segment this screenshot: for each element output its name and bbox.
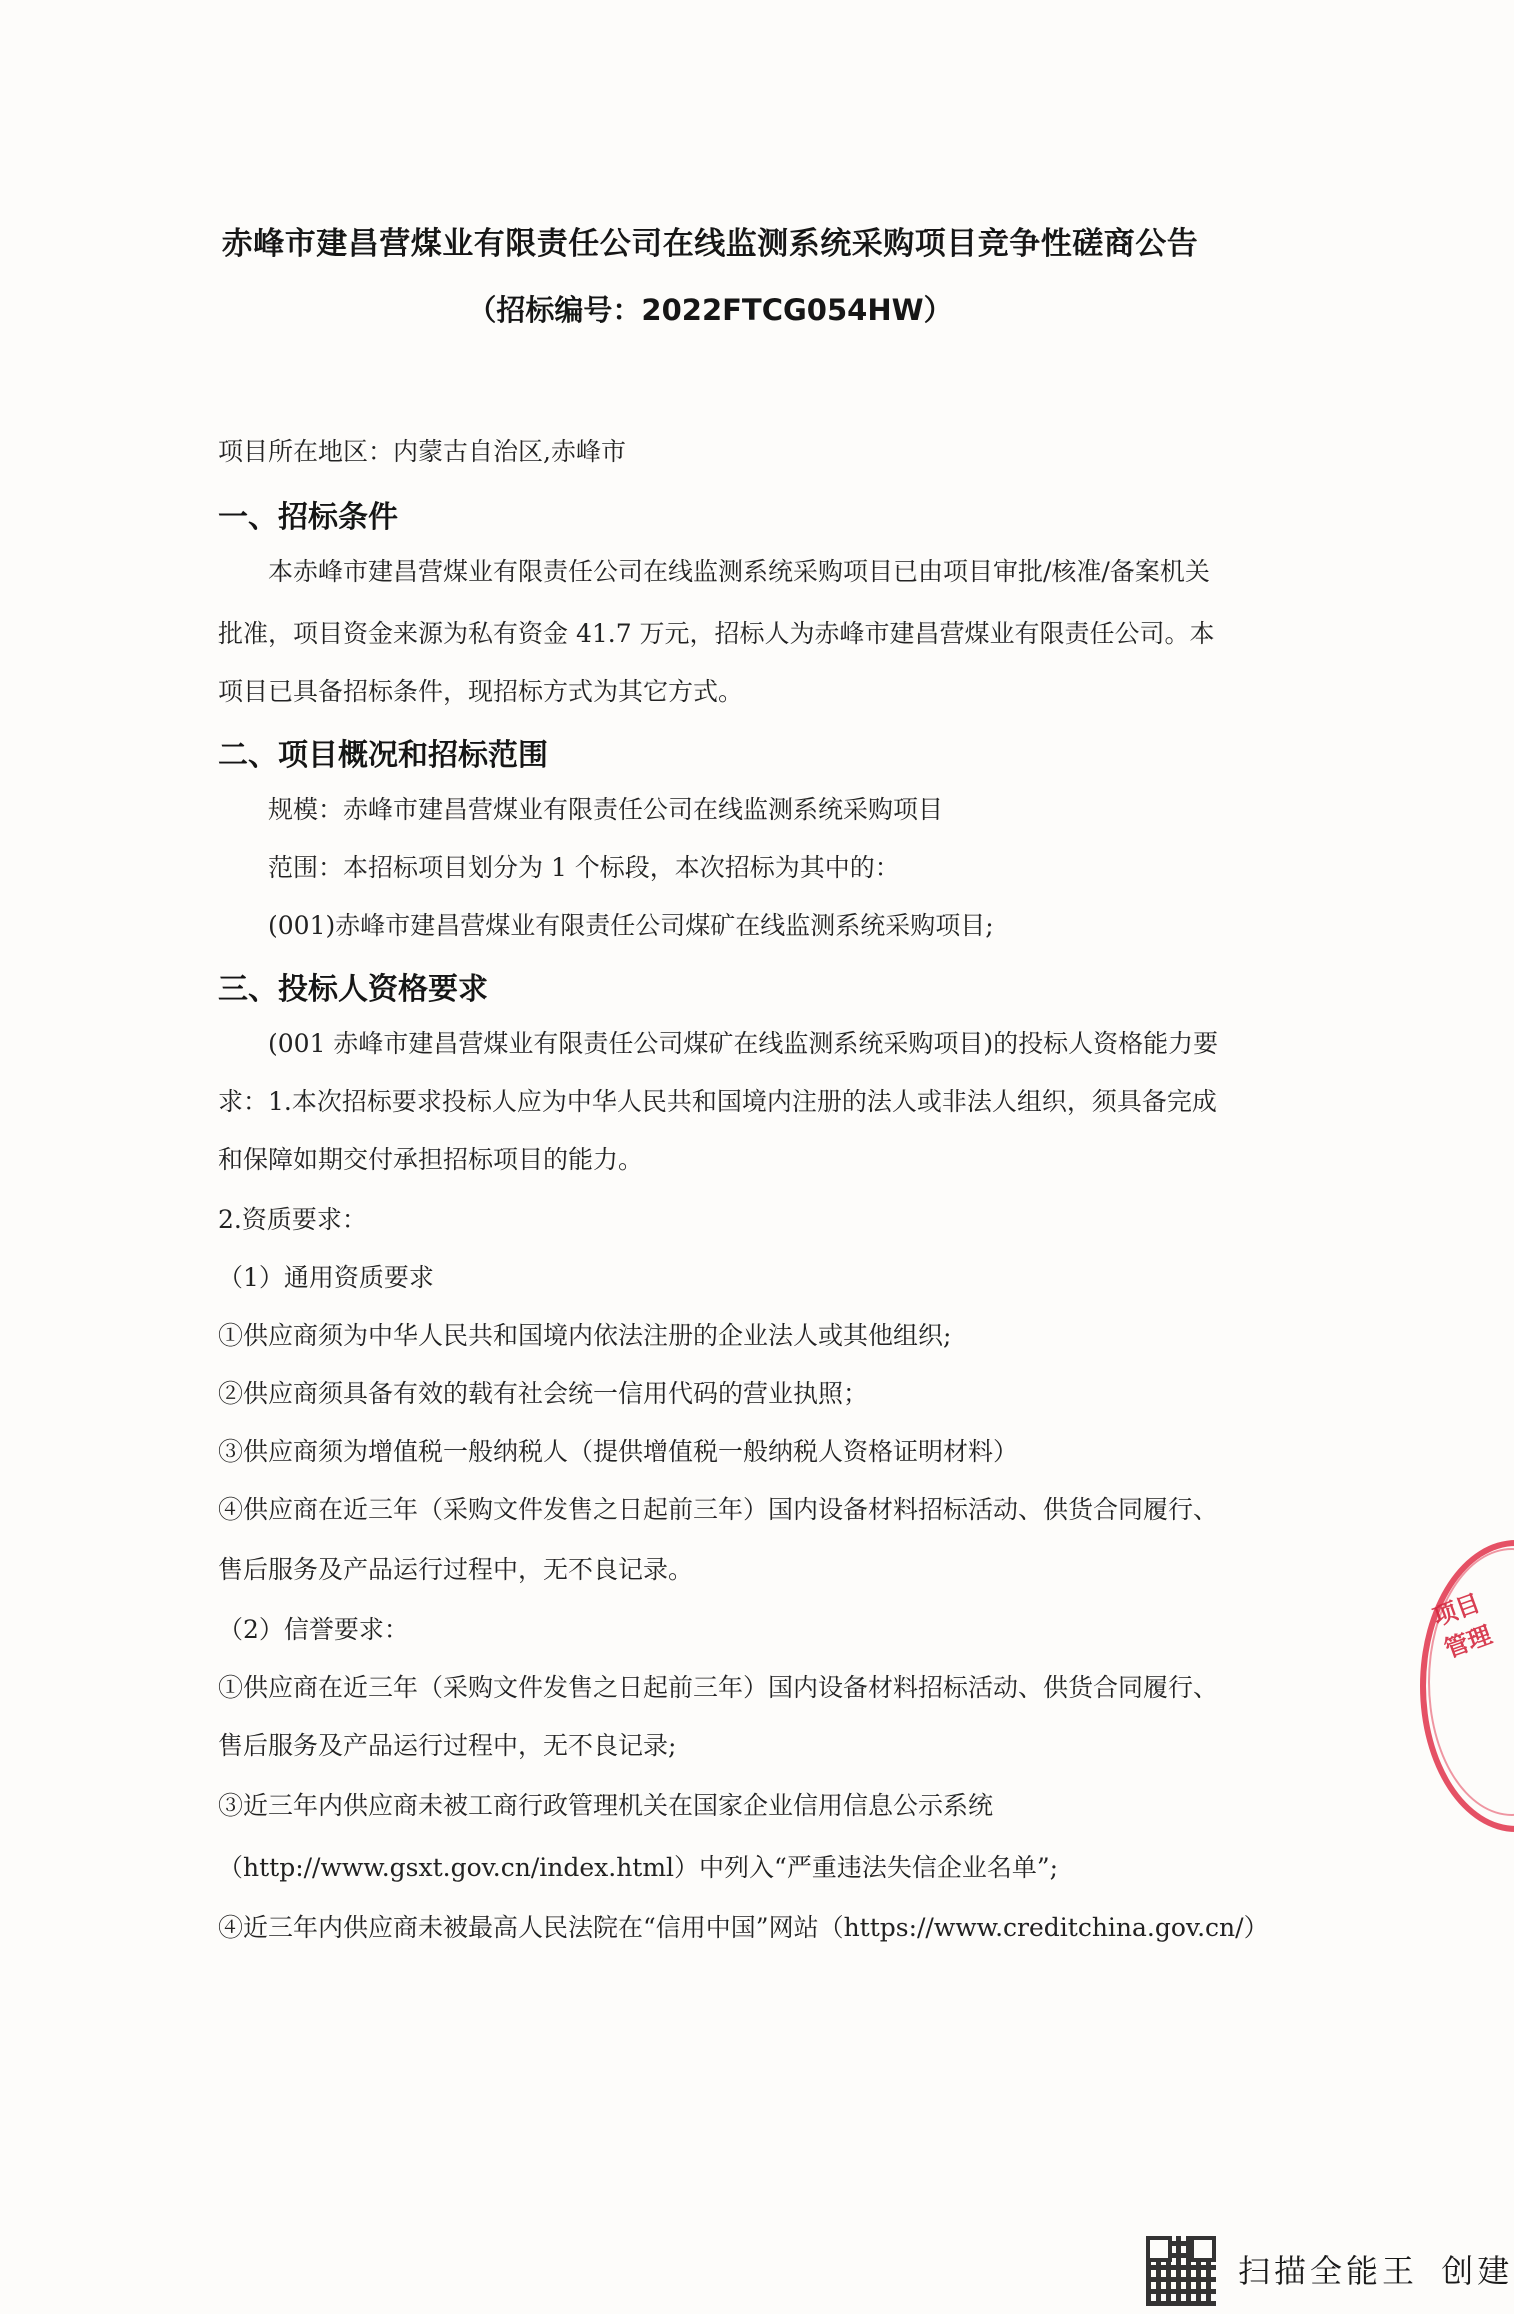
- region-line: 项目所在地区：内蒙古自治区,赤峰市: [218, 437, 626, 466]
- red-seal-text: 项目管理: [1429, 1588, 1496, 1664]
- sec3-line-13: 售后服务及产品运行过程中，无不良记录;: [218, 1731, 677, 1760]
- document-title: 赤峰市建昌营煤业有限责任公司在线监测系统采购项目竞争性磋商公告: [221, 226, 1199, 262]
- section-3-heading: 三、投标人资格要求: [218, 972, 488, 1007]
- sec3-line-12: ①供应商在近三年（采购文件发售之日起前三年）国内设备材料招标活动、供货合同履行、: [218, 1673, 1219, 1702]
- section-1-heading: 一、招标条件: [218, 500, 398, 535]
- scanner-watermark: 扫描全能王 创建: [1238, 2252, 1514, 2290]
- sec1-line-3: 项目已具备招标条件，现招标方式为其它方式。: [218, 677, 744, 706]
- sec3-line-1: (001 赤峰市建昌营煤业有限责任公司煤矿在线监测系统采购项目)的投标人资格能力要: [268, 1029, 1219, 1058]
- sec3-line-8: ③供应商须为增值税一般纳税人（提供增值税一般纳税人资格证明材料）: [218, 1437, 1019, 1466]
- sec1-line-1: 本赤峰市建昌营煤业有限责任公司在线监测系统采购项目已由项目审批/核准/备案机关: [268, 557, 1210, 586]
- sec1-line-2: 批准，项目资金来源为私有资金 41.7 万元，招标人为赤峰市建昌营煤业有限责任公司。本: [218, 619, 1215, 648]
- section-2-heading: 二、项目概况和招标范围: [218, 738, 548, 773]
- sec3-line-6: ①供应商须为中华人民共和国境内依法注册的企业法人或其他组织;: [218, 1321, 952, 1350]
- sec3-line-15: （http://www.gsxt.gov.cn/index.html）中列入“严重违法失信企业名单”;: [218, 1853, 1059, 1882]
- sec3-line-11: （2）信誉要求：: [218, 1615, 409, 1644]
- sec3-line-4: 2.资质要求：: [218, 1205, 367, 1234]
- sec3-line-2: 求：1.本次招标要求投标人应为中华人民共和国境内注册的法人或非法人组织，须具备完成: [218, 1087, 1217, 1116]
- qr-code-icon: [1146, 2236, 1216, 2306]
- sec3-line-9: ④供应商在近三年（采购文件发售之日起前三年）国内设备材料招标活动、供货合同履行、: [218, 1495, 1219, 1524]
- sec3-line-10: 售后服务及产品运行过程中，无不良记录。: [218, 1555, 694, 1584]
- sec2-line-3: (001)赤峰市建昌营煤业有限责任公司煤矿在线监测系统采购项目;: [268, 911, 994, 940]
- document-subtitle: （招标编号：2022FTCG054HW）: [467, 293, 953, 327]
- sec3-line-16: ④近三年内供应商未被最高人民法院在“信用中国”网站（https://www.creditchina.gov.cn/）: [218, 1913, 1269, 1942]
- sec3-line-14: ③近三年内供应商未被工商行政管理机关在国家企业信用信息公示系统: [218, 1791, 994, 1820]
- sec3-line-7: ②供应商须具备有效的载有社会统一信用代码的营业执照；: [218, 1379, 869, 1408]
- sec2-line-2: 范围：本招标项目划分为 1 个标段，本次招标为其中的：: [268, 853, 900, 882]
- sec3-line-5: （1）通用资质要求: [218, 1263, 434, 1292]
- sec3-line-3: 和保障如期交付承担招标项目的能力。: [218, 1145, 644, 1174]
- sec2-line-1: 规模：赤峰市建昌营煤业有限责任公司在线监测系统采购项目: [268, 795, 944, 824]
